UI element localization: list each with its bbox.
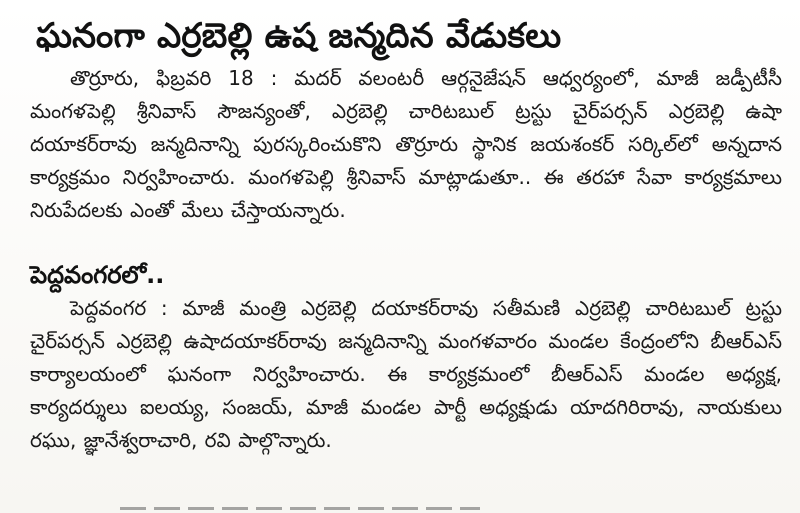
- article-headline: ఘనంగా ఎర్రబెల్లి ఉష జన్మదిన వేడుకలు: [36, 16, 562, 56]
- article-body-1: [30, 62, 782, 244]
- article-body-2: [30, 292, 782, 497]
- article-paragraph-1: తొర్రూరు, ఫిబ్రవరి 18 : మదర్ వలంటరీ ఆర్గనైజేషన్ ఆధ్వర్యంలో, మాజీ జడ్పీటీసీ మంగళపెల్లి శ్రీనివాస్ సౌజన్యంతో, ఎర్రబెల్లి చారిటబుల్ ట్రస్టు చైర్‌పర్సన్ ఎర్రబెల్లి ఉషా దయాకర్‌రావు జన్మదినాన్ని పురస్కరించుకొని తొర్రూరు స్థానిక జయశంకర్ సర్కిల్‌లో అన్నదాన కార్యక్రమం నిర్వహించారు. మంగళపెల్లి శ్రీనివాస్ మాట్లాడుతూ.. ఈ తరహా సేవా కార్యక్రమాలు నిరుపేదలకు ఎంతో మేలు చేస్తాయన్నారు.: [30, 66, 782, 222]
- article-paragraph-2: పెద్దవంగర : మాజీ మంత్రి ఎర్రబెల్లి దయాకర్‌రావు సతీమణి ఎర్రబెల్లి చారిటబుల్ ట్రస్టు చైర్‌పర్సన్ ఎర్రబెల్లి ఉషాదయాకర్‌రావు జన్మదినాన్ని మంగళవారం మండల కేంద్రంలోని బీఆర్ఎస్ కార్యాలయంలో ఘనంగా నిర్వహించారు. ఈ కార్యక్రమంలో బీఆర్ఎస్ మండల అధ్యక్ష, కార్యదర్శులు ఐలయ్య, సంజయ్, మాజీ మండల పార్టీ అధ్యక్షుడు యాదగిరిరావు, నాయకులు రఘు, జ్ఞానేశ్వరాచారి, రవి పాల్గొన్నారు.: [30, 296, 782, 452]
- section-subheading: పెద్దవంగరలో..: [30, 261, 165, 289]
- cropped-next-line: [0, 503, 800, 513]
- cropped-text-fragment: [120, 507, 480, 510]
